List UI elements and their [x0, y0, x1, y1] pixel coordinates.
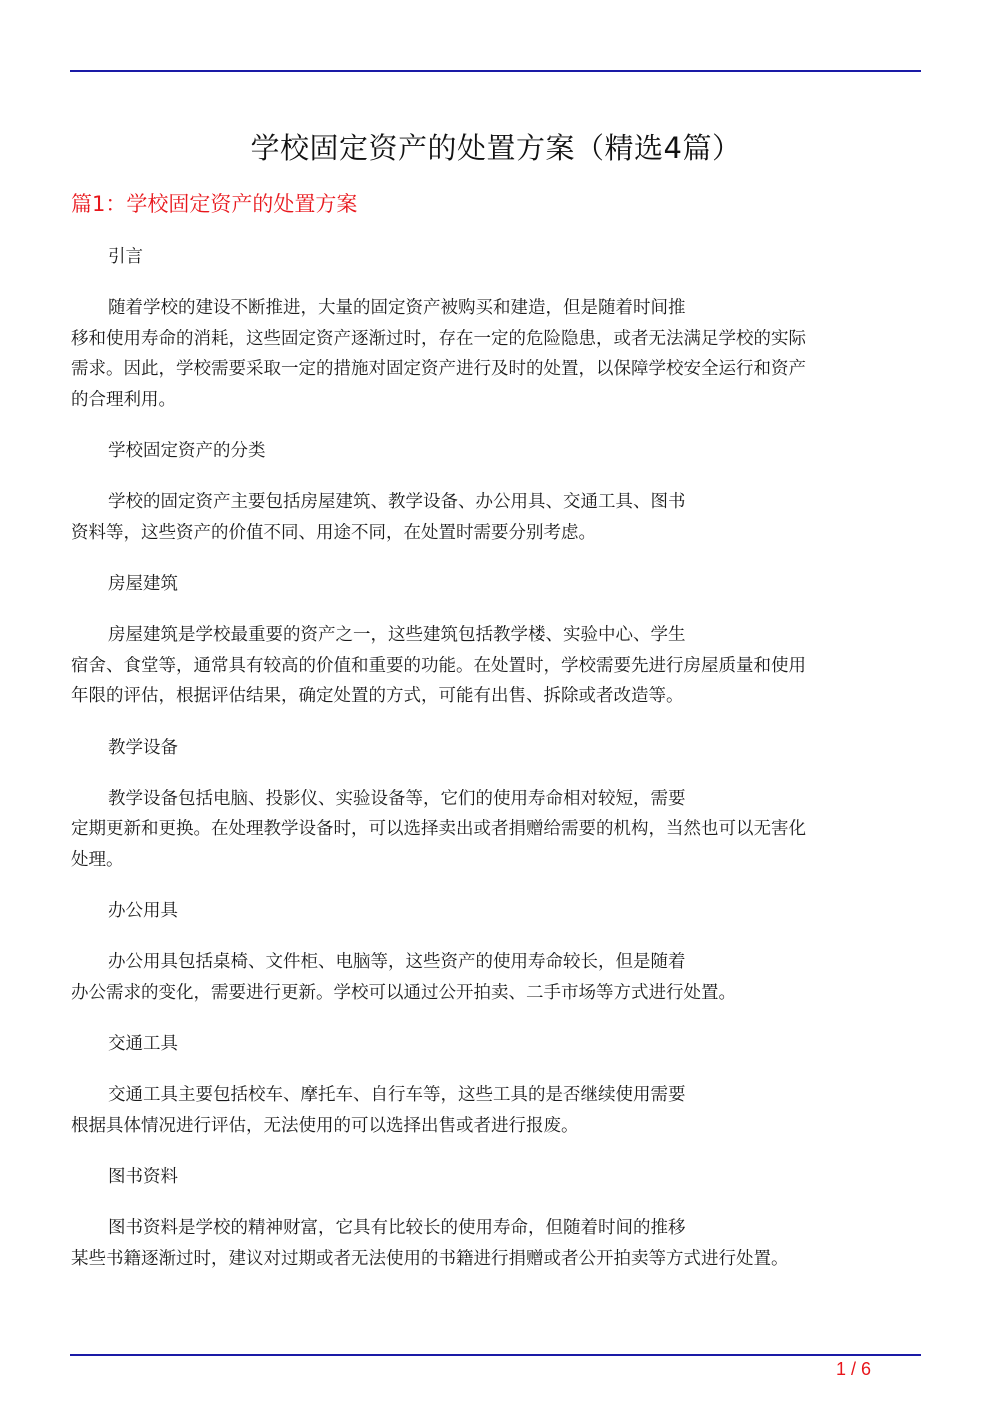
subhead-introduction: 引言: [108, 247, 143, 267]
document-title: 学校固定资产的处置方案（精选4篇）: [250, 131, 742, 165]
paragraph-line: 宿舍、食堂等，通常具有较高的价值和重要的功能。在处置时，学校需要先进行房屋质量和使用: [71, 655, 806, 676]
subhead-buildings: 房屋建筑: [108, 574, 178, 594]
section-heading: 篇1：学校固定资产的处置方案: [71, 192, 358, 216]
document-body: [71, 243, 921, 1296]
paragraph-line: 教学设备包括电脑、投影仪、实验设备等，它们的使用寿命相对较短，需要: [108, 788, 686, 809]
paragraph-line: 定期更新和更换。在处理教学设备时，可以选择卖出或者捐赠给需要的机构，当然也可以无害化: [71, 819, 806, 839]
paragraph-introduction: [71, 293, 921, 415]
paragraph-line: 处理。: [71, 849, 124, 870]
header-rule: [70, 70, 921, 72]
paragraph-line: 根据具体情况进行评估，无法使用的可以选择出售或者进行报废。: [71, 1115, 579, 1136]
subhead-classification: 学校固定资产的分类: [108, 441, 266, 461]
paragraph-line: 办公用具包括桌椅、文件柜、电脑等，这些资产的使用寿命较长，但是随着: [108, 952, 686, 972]
paragraph-vehicles: [71, 1080, 921, 1141]
paragraph-line: 某些书籍逐渐过时，建议对过期或者无法使用的书籍进行捐赠或者公开拍卖等方式进行处置。: [71, 1248, 789, 1269]
paragraph-library-materials: [71, 1213, 921, 1274]
paragraph-line: 移和使用寿命的消耗，这些固定资产逐渐过时，存在一定的危险隐患，或者无法满足学校的实际: [71, 328, 806, 349]
paragraph-line: 办公需求的变化，需要进行更新。学校可以通过公开拍卖、二手市场等方式进行处置。: [71, 982, 736, 1003]
subhead-library-materials: 图书资料: [108, 1167, 178, 1187]
subhead-teaching-equipment: 教学设备: [108, 737, 178, 758]
paragraph-line: 图书资料是学校的精神财富，它具有比较长的使用寿命，但随着时间的推移: [108, 1218, 686, 1238]
paragraph-line: 学校的固定资产主要包括房屋建筑、教学设备、办公用具、交通工具、图书: [108, 492, 686, 512]
paragraph-line: 房屋建筑是学校最重要的资产之一，这些建筑包括教学楼、实验中心、学生: [108, 625, 686, 645]
paragraph-line: 交通工具主要包括校车、摩托车、自行车等，这些工具的是否继续使用需要: [108, 1085, 686, 1105]
paragraph-line: 资料等，这些资产的价值不同、用途不同，在处置时需要分别考虑。: [71, 522, 596, 543]
page-number: 1 / 6: [836, 1359, 872, 1379]
paragraph-line: 需求。因此，学校需要采取一定的措施对固定资产进行及时的处置，以保障学校安全运行和资产: [71, 359, 806, 379]
paragraph-line: 的合理利用。: [71, 389, 176, 410]
subhead-office-furniture: 办公用具: [108, 901, 178, 921]
paragraph-buildings: [71, 620, 921, 712]
footer-rule: [70, 1354, 921, 1356]
paragraph-teaching-equipment: [71, 784, 921, 876]
paragraph-line: 年限的评估，根据评估结果，确定处置的方式，可能有出售、拆除或者改造等。: [71, 686, 684, 706]
subhead-vehicles: 交通工具: [108, 1034, 178, 1054]
paragraph-office-furniture: [71, 947, 921, 1008]
paragraph-classification: [71, 487, 921, 548]
paragraph-line: 随着学校的建设不断推进，大量的固定资产被购买和建造，但是随着时间推: [108, 298, 686, 318]
